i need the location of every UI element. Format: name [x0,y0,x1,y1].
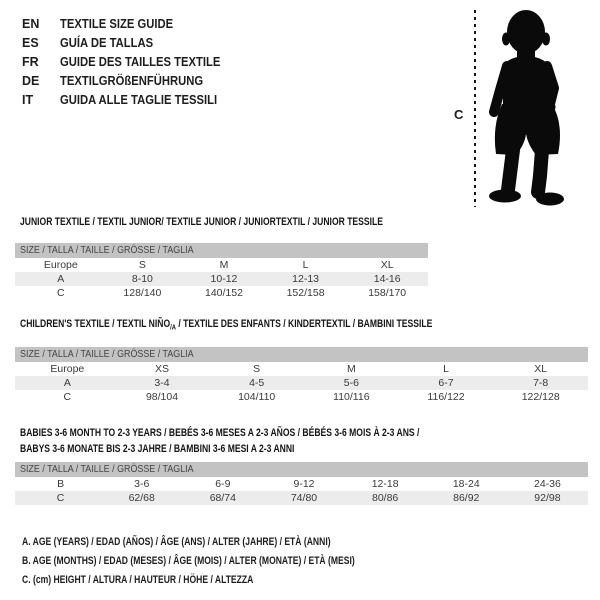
table-cell: 18-24 [452,478,480,490]
table-cell: XL [380,259,394,271]
language-code: IT [22,93,34,107]
table-cell: 5-6 [343,377,359,389]
table-cell: 3-4 [154,377,170,389]
table-cell: 68/74 [209,492,236,504]
language-row [22,91,238,110]
table-cell: 24-36 [533,478,561,490]
language-code: FR [22,55,39,69]
height-dotted-line [474,10,476,207]
table-cell: 6-7 [438,377,454,389]
table-row [15,477,588,491]
table-cell: 140/152 [205,287,243,299]
children-table-title [20,318,432,332]
table-cell: 74/80 [290,492,318,504]
table-cell: 8-10 [131,273,153,285]
table-cell: S [253,363,261,375]
children-size-table [15,347,588,404]
size-header-label: SIZE / TALLA / TAILLE / GRÖSSE / TAGLIA [20,463,194,475]
table-cell: 122/128 [521,391,560,403]
row-label: C [63,391,72,403]
language-row [22,72,238,91]
language-label: GUIDA ALLE TAGLIE TESSILI [60,93,218,107]
table-row [15,272,428,286]
size-header-bar [15,243,428,258]
table-row [15,258,428,272]
language-label: TEXTILE SIZE GUIDE [60,17,174,31]
table-cell: 9-12 [293,478,315,490]
table-cell: 12-18 [371,478,399,490]
row-label: C [56,492,65,504]
language-code: EN [22,17,40,31]
table-cell: 128/140 [123,287,162,299]
table-cell: 7-8 [533,377,549,389]
table-cell: 98/104 [145,391,179,403]
legend-line-c: C. (cm) HEIGHT / ALTURA / HAUTEUR / HÖHE / ALTEZZA [22,574,254,586]
table-cell: 158/170 [368,287,407,299]
row-label: C [57,287,65,299]
size-header-label: SIZE / TALLA / TAILLE / GRÖSSE / TAGLIA [20,244,194,256]
language-row [22,15,238,34]
children-title-pre: CHILDREN'S TEXTILE / TEXTIL NIÑO [20,318,171,330]
table-cell: L [443,363,449,375]
table-cell: 80/86 [371,492,399,504]
row-label: A [63,377,71,389]
table-row [15,491,588,505]
measurement-legend [22,533,449,590]
table-cell: XL [534,363,548,375]
babies-table-title-line1: BABIES 3-6 MONTH TO 2-3 YEARS / BEBÉS 3-6 MESES A 2-3 AÑOS / BÉBÉS 3-6 MOIS À 2-3 ANS / [20,427,420,439]
table-cell: 110/116 [333,391,370,403]
junior-table-title: JUNIOR TEXTILE / TEXTIL JUNIOR/ TEXTILE JUNIOR / JUNIORTEXTIL / JUNIOR TESSILE [20,216,383,228]
table-cell: XS [155,363,170,375]
language-list [22,15,238,110]
baby-silhouette-icon [486,8,578,206]
table-cell: 12-13 [292,273,319,285]
table-cell: M [219,259,229,271]
table-cell: 62/68 [128,492,155,504]
table-cell: M [346,363,356,375]
row-label: A [57,273,65,285]
table-cell: 3-6 [134,478,150,490]
row-label: Europe [50,363,85,375]
table-row [15,362,588,376]
legend-line-b: B. AGE (MONTHS) / EDAD (MESES) / ÂGE (MOIS) / ALTER (MONATE) / ETÀ (MESI) [22,555,355,567]
size-header-bar [15,462,588,477]
table-row [15,390,588,404]
table-row [15,286,428,300]
table-cell: 6-9 [215,478,231,490]
table-cell: L [302,259,309,271]
row-label: B [57,478,65,490]
table-cell: 10-12 [210,273,238,285]
babies-size-table [15,462,588,505]
legend-line-a: A. AGE (YEARS) / EDAD (AÑOS) / ÂGE (ANS) / ALTER (JAHRE) / ETÀ (ANNI) [22,536,331,548]
table-cell: 152/158 [286,287,325,299]
table-cell: 104/110 [238,391,276,403]
table-cell: 92/98 [534,492,561,504]
table-cell: S [138,259,146,271]
table-cell: 4-5 [249,377,265,389]
language-row [22,53,238,72]
babies-table-title-line2: BABYS 3-6 MONATE BIS 2-3 JAHRE / BAMBINI 3-6 MESI A 2-3 ANNI [20,443,295,455]
language-label: TEXTILGRÖßENFÜHRUNG [60,74,204,88]
children-title-post: / TEXTILE DES ENFANTS / KINDERTEXTIL / BAMBINI TESSILE [175,318,433,330]
table-cell: 14-16 [373,273,401,285]
row-label: Europe [43,259,78,271]
size-header-bar [15,347,588,362]
size-header-label: SIZE / TALLA / TAILLE / GRÖSSE / TAGLIA [20,348,194,360]
table-row [15,376,588,390]
language-code: DE [22,74,40,88]
language-row [22,34,238,53]
table-cell: 86/92 [453,492,480,504]
table-cell: 116/122 [427,391,465,403]
language-code: ES [22,36,39,50]
language-label: GUÍA DE TALLAS [60,36,154,50]
children-title-subscript: /A [170,322,176,332]
language-label: GUIDE DES TAILLES TEXTILE [60,55,221,69]
junior-size-table [15,243,428,300]
height-measure-label: C [454,107,464,122]
